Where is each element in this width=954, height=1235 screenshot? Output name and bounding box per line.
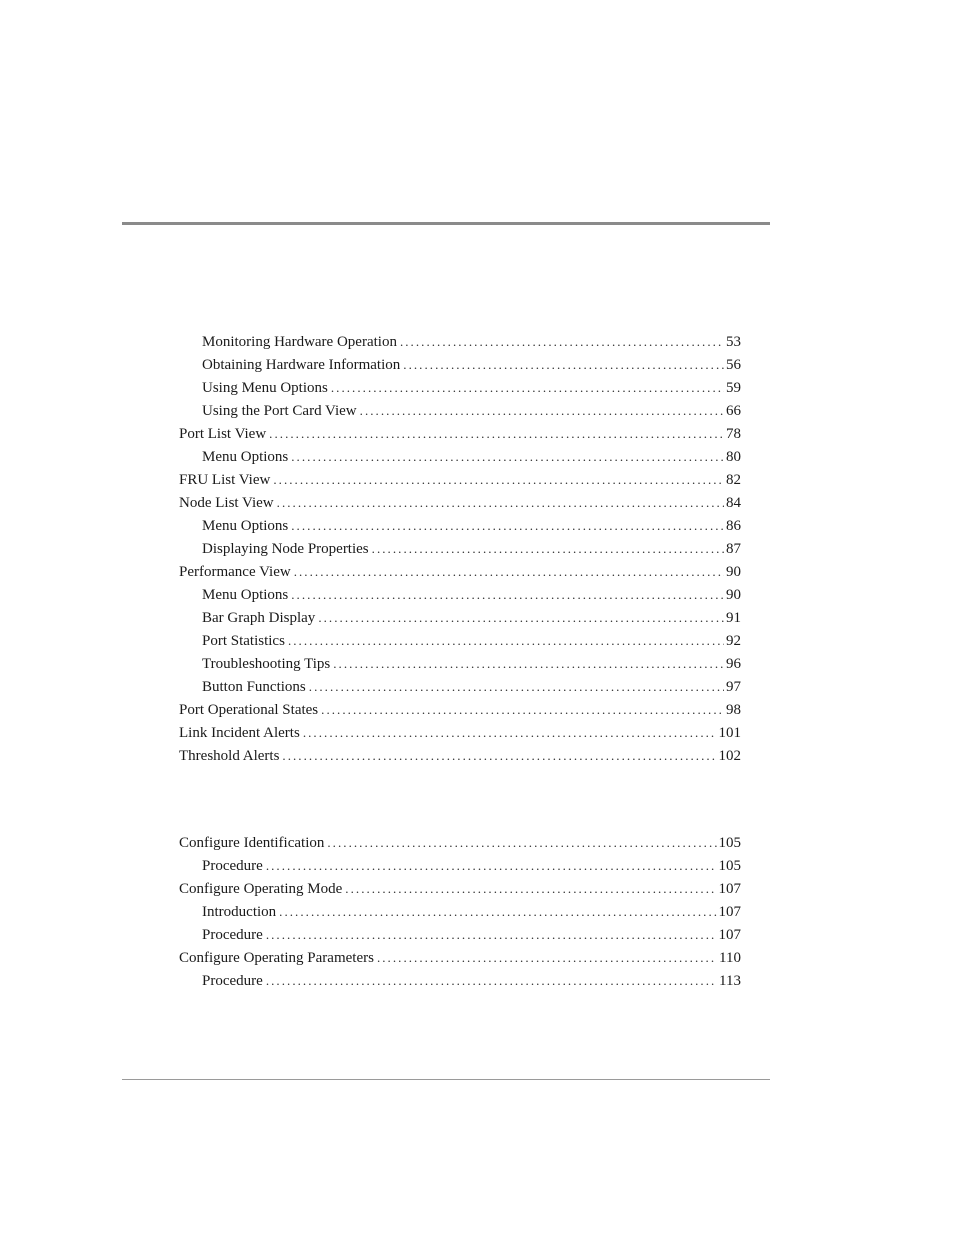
- dot-leader: [282, 744, 716, 767]
- toc-entry-page: 80: [726, 449, 741, 465]
- toc-entry[interactable]: [179, 399, 741, 422]
- dot-leader: [291, 445, 724, 468]
- toc-entry[interactable]: [179, 468, 741, 491]
- dot-leader: [266, 923, 717, 946]
- toc-entry[interactable]: [179, 583, 741, 606]
- dot-leader: [345, 877, 716, 900]
- toc-entry[interactable]: [179, 376, 741, 399]
- dot-leader: [291, 514, 724, 537]
- toc-entry[interactable]: [179, 831, 741, 854]
- toc-entry-label: Introduction: [202, 904, 277, 920]
- toc-entry-page: 78: [726, 426, 741, 442]
- toc-entry-label: Menu Options: [202, 587, 289, 603]
- toc-entry[interactable]: [179, 606, 741, 629]
- toc-entry[interactable]: [179, 969, 741, 992]
- dot-leader: [400, 330, 724, 353]
- dot-leader: [360, 399, 724, 422]
- dot-leader: [318, 606, 724, 629]
- toc-entry-label: Displaying Node Properties: [202, 541, 369, 557]
- toc-entry[interactable]: [179, 721, 741, 744]
- dot-leader: [309, 675, 724, 698]
- toc-entry-label: Configure Identification: [179, 835, 325, 851]
- toc-entry[interactable]: [179, 353, 741, 376]
- toc-entry-page: 84: [726, 495, 741, 511]
- toc-entry-page: 86: [726, 518, 741, 534]
- toc-entry[interactable]: [179, 854, 741, 877]
- toc-section-a: [179, 330, 741, 767]
- toc-entry[interactable]: [179, 514, 741, 537]
- toc-entry[interactable]: [179, 698, 741, 721]
- toc-entry-label: Bar Graph Display: [202, 610, 316, 626]
- toc-entry-page: 107: [718, 927, 741, 943]
- toc-entry-page: 66: [726, 403, 741, 419]
- toc-entry-label: Button Functions: [202, 679, 306, 695]
- toc-entry-page: 96: [726, 656, 741, 672]
- toc-section-b: [179, 831, 741, 992]
- toc-entry-label: Port Operational States: [179, 702, 319, 718]
- toc-entry-page: 92: [726, 633, 741, 649]
- dot-leader: [372, 537, 724, 560]
- toc-entry[interactable]: [179, 537, 741, 560]
- toc-entry-label: Using Menu Options: [202, 380, 328, 396]
- toc-entry-page: 82: [726, 472, 741, 488]
- toc-entry[interactable]: [179, 422, 741, 445]
- toc-entry-page: 105: [718, 835, 741, 851]
- toc-entry-page: 90: [726, 564, 741, 580]
- toc-entry-page: 101: [718, 725, 741, 741]
- toc-entry[interactable]: [179, 445, 741, 468]
- toc-entry-label: Monitoring Hardware Operation: [202, 334, 397, 350]
- toc-entry-label: Procedure: [202, 973, 263, 989]
- top-rule: [122, 222, 770, 225]
- toc-entry[interactable]: [179, 744, 741, 767]
- dot-leader: [333, 652, 724, 675]
- toc-entry[interactable]: [179, 946, 741, 969]
- toc-entry-label: Obtaining Hardware Information: [202, 357, 401, 373]
- toc-entry-page: 113: [719, 973, 741, 989]
- toc-entry-label: Link Incident Alerts: [179, 725, 300, 741]
- dot-leader: [303, 721, 717, 744]
- toc-entry[interactable]: [179, 629, 741, 652]
- dot-leader: [291, 583, 724, 606]
- toc-entry-page: 91: [726, 610, 741, 626]
- toc-entry[interactable]: [179, 560, 741, 583]
- toc-entry[interactable]: [179, 900, 741, 923]
- dot-leader: [273, 468, 724, 491]
- toc-entry-label: Port List View: [179, 426, 267, 442]
- toc-entry-page: 98: [726, 702, 741, 718]
- toc-entry-label: Menu Options: [202, 449, 289, 465]
- dot-leader: [377, 946, 717, 969]
- toc-entry-label: Performance View: [179, 564, 291, 580]
- dot-leader: [327, 831, 716, 854]
- dot-leader: [294, 560, 724, 583]
- toc-entry-label: Troubleshooting Tips: [202, 656, 331, 672]
- toc-entry-label: Using the Port Card View: [202, 403, 357, 419]
- toc-entry-label: Menu Options: [202, 518, 289, 534]
- toc-entry-page: 59: [726, 380, 741, 396]
- toc-entry-label: Configure Operating Parameters: [179, 950, 374, 966]
- toc-entry[interactable]: [179, 675, 741, 698]
- dot-leader: [288, 629, 724, 652]
- toc-entry-label: Procedure: [202, 927, 263, 943]
- toc-entry-label: Port Statistics: [202, 633, 285, 649]
- toc-entry-label: FRU List View: [179, 472, 271, 488]
- toc-entry-page: 105: [718, 858, 741, 874]
- dot-leader: [266, 854, 717, 877]
- toc-entry-page: 107: [718, 904, 741, 920]
- toc-entry-label: Configure Operating Mode: [179, 881, 343, 897]
- toc-entry-label: Threshold Alerts: [179, 748, 280, 764]
- toc-entry-page: 87: [726, 541, 741, 557]
- toc-entry[interactable]: [179, 652, 741, 675]
- dot-leader: [266, 969, 717, 992]
- dot-leader: [331, 376, 724, 399]
- dot-leader: [403, 353, 724, 376]
- dot-leader: [321, 698, 724, 721]
- toc-entry-page: 90: [726, 587, 741, 603]
- toc-entry-page: 97: [726, 679, 741, 695]
- toc-entry-label: Procedure: [202, 858, 263, 874]
- bottom-rule: [122, 1079, 770, 1080]
- toc-entry-page: 53: [726, 334, 741, 350]
- toc-entry[interactable]: [179, 923, 741, 946]
- toc-entry-page: 102: [718, 748, 741, 764]
- toc-entry-page: 56: [726, 357, 741, 373]
- toc-entry[interactable]: [179, 330, 741, 353]
- toc-entry-page: 107: [718, 881, 741, 897]
- dot-leader: [279, 900, 716, 923]
- toc-entry-page: 110: [719, 950, 741, 966]
- toc-entry[interactable]: [179, 491, 741, 514]
- dot-leader: [269, 422, 724, 445]
- toc-entry-label: Node List View: [179, 495, 274, 511]
- dot-leader: [277, 491, 724, 514]
- toc-entry[interactable]: [179, 877, 741, 900]
